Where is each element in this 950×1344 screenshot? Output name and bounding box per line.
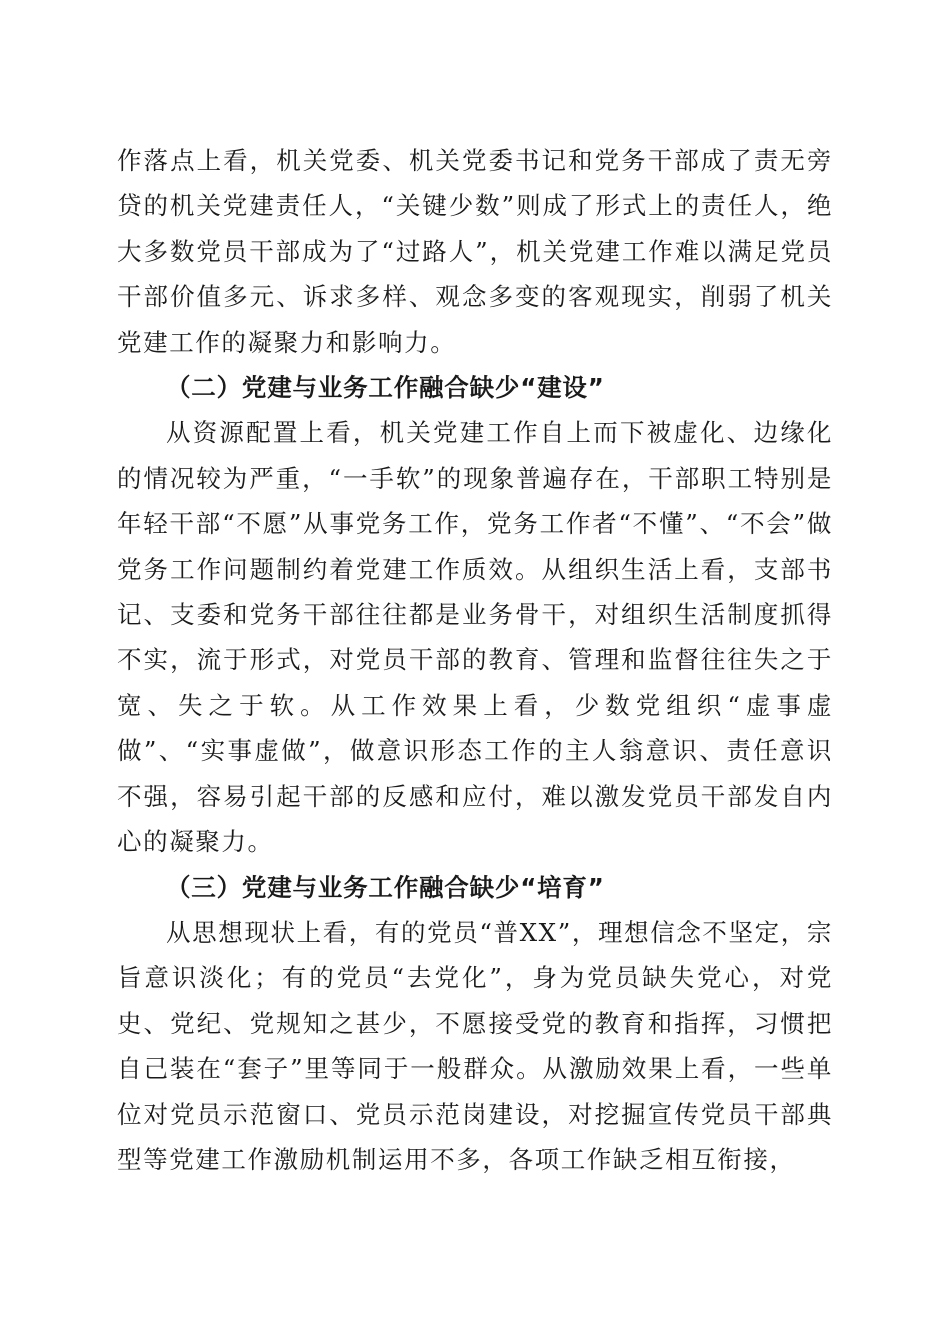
document-body xyxy=(117,138,833,1182)
paragraph-section-2: 从资源配置上看，机关党建工作自上而下被虚化、边缘化的情况较为严重，“一手软”的现象普遍存在，干部职工特别是年轻干部“不愿”从事党务工作，党务工作者“不懂”、“不会”做党务工作问题制约着党建工作质效。从组织生活上看，支部书记、支委和党务干部往往都是业务骨干，对组织生活制度抓得不实，流于形式，对党员干部的教育、管理和监督往往失之于宽、失之于软。从工作效果上看，少数党组织“虚事虚做”、“实事虚做”，做意识形态工作的主人翁意识、责任意识不强，容易引起干部的反感和应付，难以激发党员干部发自内心的凝聚力。 xyxy=(117,418,833,857)
paragraph-section-3: 从思想现状上看，有的党员“普XX”，理想信念不坚定，宗旨意识淡化；有的党员“去党化”，身为党员缺失党心，对党史、党纪、党规知之甚少，不愿接受党的教育和指挥，习惯把自己装在“套子”里等同于一般群众。从激励效果上看，一些单位对党员示范窗口、党员示范岗建设，对挖掘宣传党员干部典型等党建工作激励机制运用不多，各项工作缺乏相互衔接， xyxy=(117,917,833,1174)
section-heading-2: （二）党建与业务工作融合缺少“建设” xyxy=(166,373,605,403)
paragraph-continued: 作落点上看，机关党委、机关党委书记和党务干部成了责无旁贷的机关党建责任人，“关键少数”则成了形式上的责任人，绝大多数党员干部成为了“过路人”，机关党建工作难以满足党员干部价值多元、诉求多样、观念多变的客观现实，削弱了机关党建工作的凝聚力和影响力。 xyxy=(117,146,833,357)
section-heading-3: （三）党建与业务工作融合缺少“培育” xyxy=(166,872,605,902)
